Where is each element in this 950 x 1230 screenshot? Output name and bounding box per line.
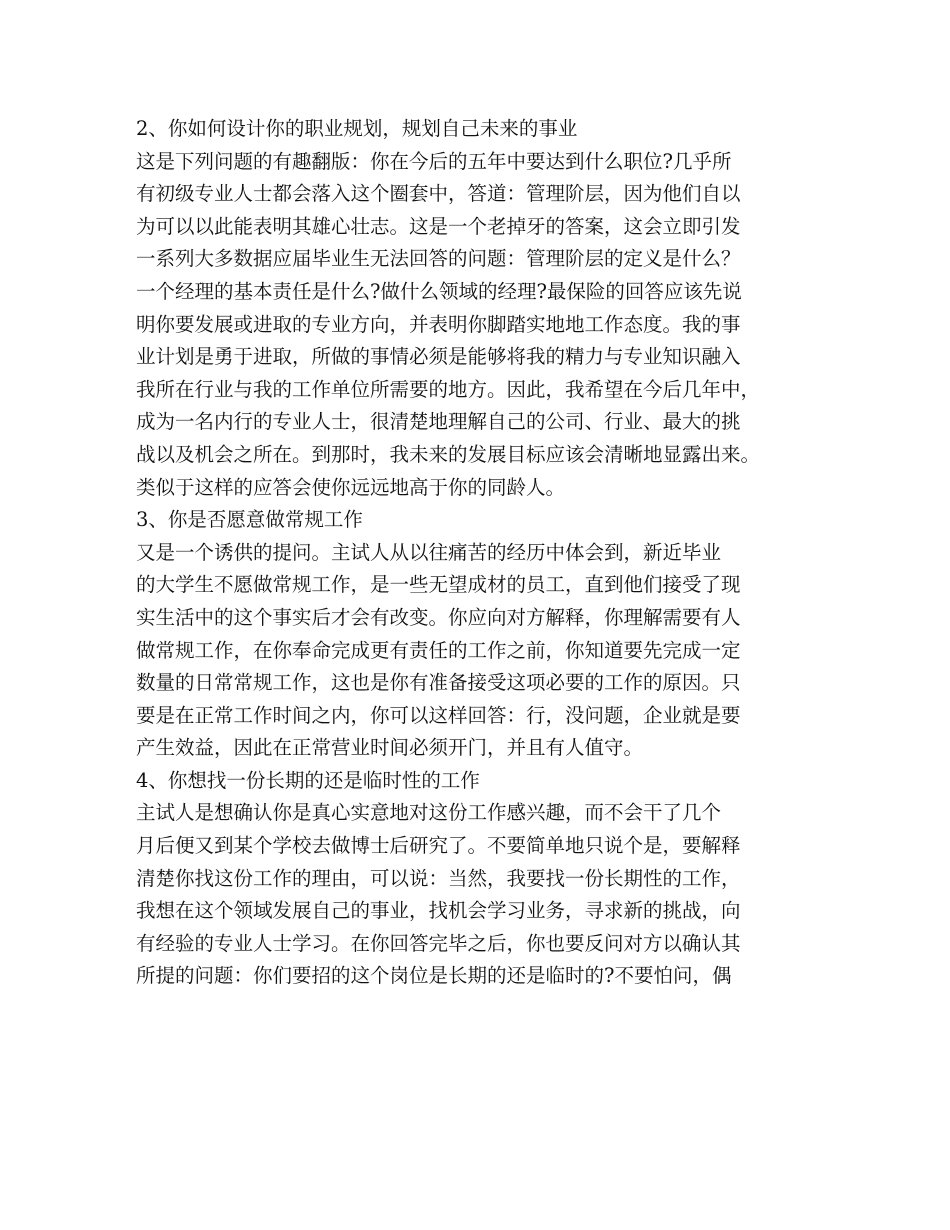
paragraph-line: 有经验的专业人士学习。在你回答完毕之后，你也要反问对方以确认其 bbox=[136, 931, 741, 955]
paragraph-line: 产生效益，因此在正常营业时间必须开门，并且有人值守。 bbox=[136, 736, 644, 760]
paragraph-line: 我想在这个领域发展自己的事业，找机会学习业务，寻求新的挑战，向 bbox=[136, 899, 741, 923]
paragraph-line: 清楚你找这份工作的理由，可以说：当然，我要找一份长期性的工作， bbox=[136, 866, 741, 890]
paragraph-line: 又是一个诱供的提问。主试人从以往痛苦的经历中体会到，新近毕业 bbox=[136, 540, 722, 564]
paragraph-line: 成为一名内行的专业人士，很清楚地理解自己的公司、行业、最大的挑 bbox=[136, 410, 741, 434]
paragraph-line: 月后便又到某个学校去做博士后研究了。不要简单地只说个是，要解释 bbox=[136, 834, 741, 858]
paragraph-line: 一个经理的基本责任是什么?做什么领域的经理?最保险的回答应该先说 bbox=[136, 279, 742, 303]
paragraph-line: 战以及机会之所在。到那时，我未来的发展目标应该会清晰地显露出来。 bbox=[136, 442, 761, 466]
paragraph-line: 有初级专业人士都会落入这个圈套中，答道：管理阶层，因为他们自以 bbox=[136, 182, 741, 206]
paragraph-line: 实生活中的这个事实后才会有改变。你应向对方解释，你理解需要有人 bbox=[136, 605, 741, 629]
section-heading-3: 3、你是否愿意做常规工作 bbox=[136, 508, 363, 532]
paragraph-line: 一系列大多数据应届毕业生无法回答的问题：管理阶层的定义是什么？ bbox=[136, 247, 741, 271]
paragraph-line: 所提的问题：你们要招的这个岗位是长期的还是临时的?不要怕问，偶 bbox=[136, 964, 732, 988]
paragraph-line: 主试人是想确认你是真心实意地对这份工作感兴趣，而不会干了几个 bbox=[136, 801, 722, 825]
paragraph-line: 做常规工作，在你奉命完成更有责任的工作之前，你知道要先完成一定 bbox=[136, 638, 741, 662]
paragraph-line: 为可以以此能表明其雄心壮志。这是一个老掉牙的答案，这会立即引发 bbox=[136, 214, 741, 238]
section-heading-2: 2、你如何设计你的职业规划，规划自己未来的事业 bbox=[136, 117, 578, 140]
section-heading-4: 4、你想找一份长期的还是临时性的工作 bbox=[136, 768, 480, 792]
paragraph-line: 业计划是勇于进取，所做的事情必须是能够将我的精力与专业知识融入 bbox=[136, 345, 741, 369]
paragraph-line: 我所在行业与我的工作单位所需要的地方。因此，我希望在今后几年中， bbox=[136, 377, 761, 401]
paragraph-line: 要是在正常工作时间之内，你可以这样回答：行，没问题，企业就是要 bbox=[136, 703, 741, 727]
paragraph-line: 的大学生不愿做常规工作，是一些无望成材的员工，直到他们接受了现 bbox=[136, 573, 741, 597]
paragraph-line: 数量的日常常规工作，这也是你有准备接受这项必要的工作的原因。只 bbox=[136, 671, 741, 695]
paragraph-line: 类似于这样的应答会使你远远地高于你的同龄人。 bbox=[136, 475, 566, 499]
paragraph-line: 明你要发展或进取的专业方向，并表明你脚踏实地地工作态度。我的事 bbox=[136, 312, 741, 336]
paragraph-line: 这是下列问题的有趣翻版：你在今后的五年中要达到什么职位?几乎所 bbox=[136, 149, 732, 173]
document-body bbox=[136, 113, 826, 993]
